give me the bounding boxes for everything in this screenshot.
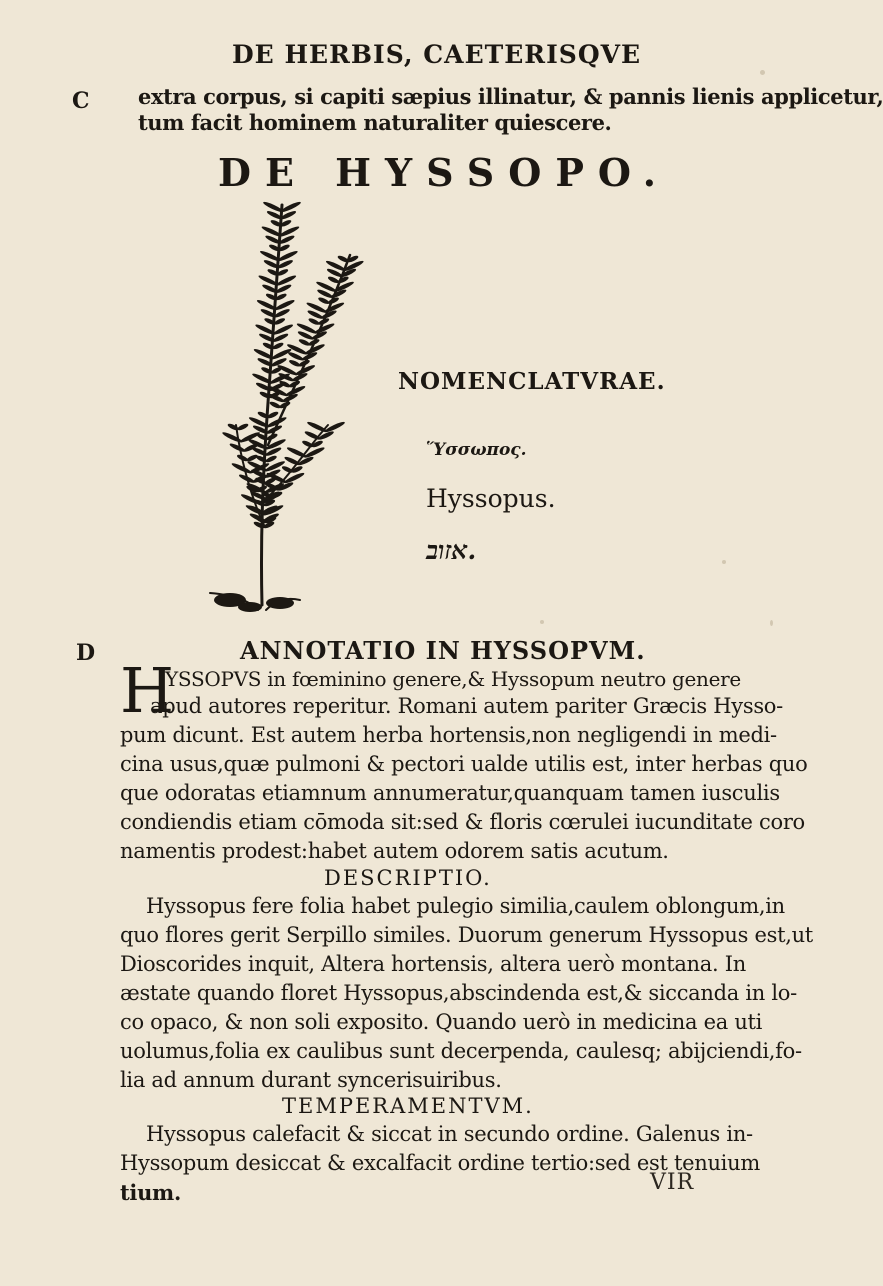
leaf-shape [317,296,330,305]
leaf-shape [298,338,311,347]
leaf-shape [288,359,301,368]
text-line: tum facit hominem naturaliter quiescere. [138,110,612,135]
leaf-shape [306,420,328,433]
leaf-shape [274,298,296,311]
text-line: æstate quando floret Hyssopus,abscindenda est,& siccanda in lo- [120,981,797,1005]
text-line: cina usus,quæ pulmoni & pectori ualde utilis est, inter herbas quo [120,752,808,776]
temperamentum-title: TEMPERAMENTVM. [282,1094,534,1118]
hebrew-name: אזוב. [426,536,477,565]
text-line: apud autores reperitur. Romani autem pariter Græcis Hysso- [150,694,783,718]
leaf-shape [229,442,246,453]
text-line: pum dicunt. Est autem herba hortensis,non negligendi in medi- [120,723,777,747]
text-line: Hyssopus calefacit & siccat in secundo ordine. Galenus in- [146,1122,753,1146]
text-line: que odoratas etiamnum annumeratur,quanquam tamen iusculis [120,781,780,805]
leaf-shape [269,400,282,409]
running-head: DE HERBIS, CAETERISQVE [232,40,642,69]
text-line: co opaco, & non soli exposito. Quando uerò in medicina ea uti [120,1010,763,1034]
paper-speck [770,620,773,626]
descriptio-title: DESCRIPTIO. [324,866,492,890]
leaf-shape [272,323,294,336]
drop-cap: H [120,654,175,727]
leaf-shape [221,431,243,444]
greek-name: Ὕσσωπος. [426,440,527,460]
text-line: YSSOPVS in fœminino genere,& Hyssopum neutro genere [165,667,741,691]
text-line: tium. [120,1180,181,1205]
margin-letter-d: D [76,640,96,666]
paper-speck [540,620,544,624]
annotation-title: ANNOTATIO IN HYSSOPVM. [240,636,646,665]
hyssop-woodcut-illustration [190,195,380,620]
catchword: VIR [650,1170,695,1195]
leaf-shape [304,446,326,459]
paper-speck [722,560,726,564]
text-line: Dioscorides inquit, Altera hortensis, altera uerò montana. In [120,952,746,976]
section-title: DE HYSSOPO. [218,150,671,195]
text-line: namentis prodest:habet autem odorem satis acutum. [120,839,669,863]
text-line: quo flores gerit Serpillo similes. Duorum generum Hyssopus est,ut [120,923,813,947]
margin-letter-c: C [72,88,90,114]
paper-speck [760,70,765,75]
text-line: condiendis etiam cōmoda sit:sed & floris cœrulei iucunditate coro [120,810,805,834]
nomenclature-title: NOMENCLATVRAE. [398,368,666,395]
text-line: Hyssopum desiccat & excalfacit ordine tertio:sed est tenuium [120,1151,760,1175]
leaf-shape [283,471,305,484]
text-line: lia ad annum durant syncerisuiribus. [120,1068,502,1092]
text-line: uolumus,folia ex caulibus sunt decerpenda, caulesq; abijciendi,fo- [120,1039,802,1063]
text-line: extra corpus, si capiti sæpius illinatur, & pannis lienis applicetur, [138,84,883,109]
leaf-shape [308,317,321,326]
leaf-shape [236,422,249,431]
text-line: Hyssopus fere folia habet pulegio similia,caulem oblongum,in [146,894,785,918]
leaf-shape [265,454,278,463]
latin-name: Hyssopus. [426,484,556,513]
